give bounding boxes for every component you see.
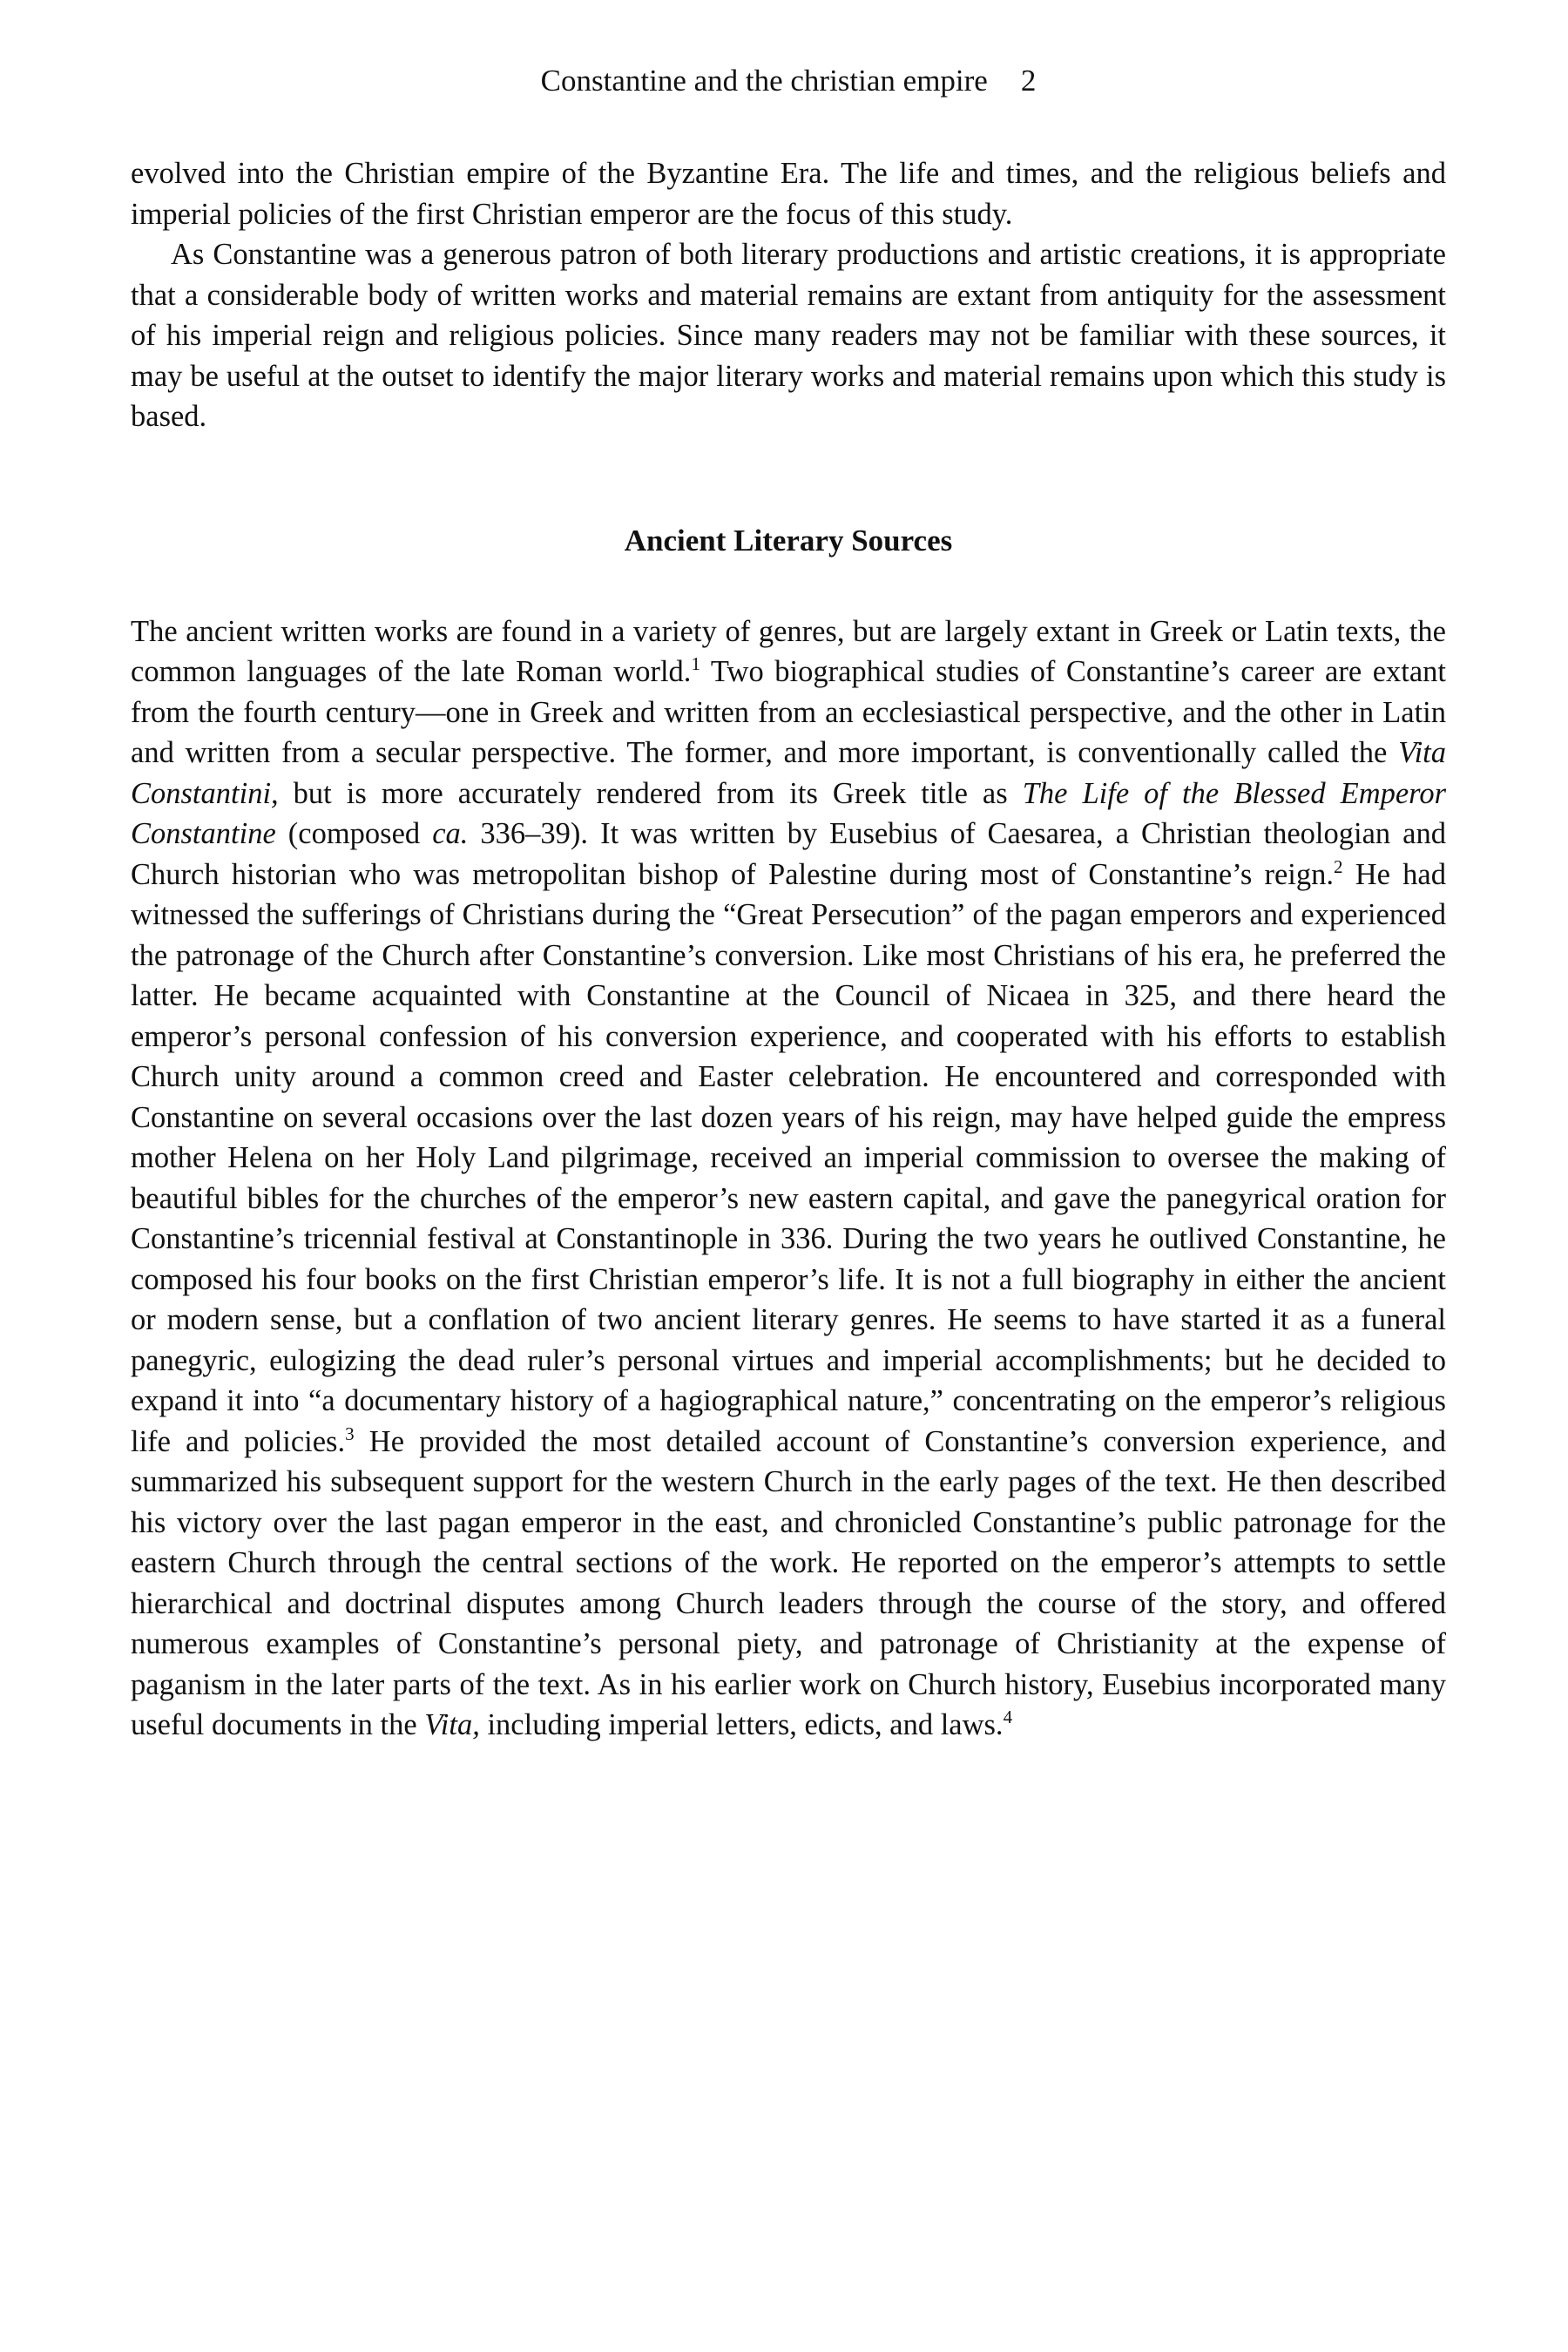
italic-title: Vita, (424, 1708, 480, 1741)
running-header (131, 61, 1446, 101)
footnote-marker: 3 (345, 1423, 355, 1444)
text-segment: He had witnessed the sufferings of Christians during the “Great Persecution” of the pagan emperors and experienced the patronage of the Church after Constantine’s conversion. Like most Christians of his era, he preferred the latter. He became acquainted with Constantine at the Council of Nicaea in 325, and there heard the emperor’s personal confession of his conversion experience, and cooperated with his efforts to establish Church unity around a common creed and Easter celebration. He encountered and corresponded with Constantine on several occasions over the last dozen years of his reign, may have helped guide the empress mother Helena on her Holy Land pilgrimage, received an imperial commission to oversee the making of beautiful bibles for the churches of the emperor’s new eastern capital, and gave the panegyrical oration for Constantine’s tricennial festival at Constantinople in 336. During the two years he outlived Constantine, he composed his four books on the first Christian emperor’s life. It is not a full biography in either the ancient or modern sense, but a conflation of two ancient literary genres. He seems to have started it as a funeral panegyric, eulogizing the dead ruler’s personal virtues and imperial accomplishments; but he decided to expand it into “a documentary history of a hagiographical nature,” concentrating on the emperor’s religious life and policies. (131, 857, 1446, 1458)
paragraph-sources-intro: As Constantine was a generous patron of both literary productions and artistic creations, it is appropriate that a considerable body of written works and material remains are extant from antiquity for the assessment of his imperial reign and religious policies. Since many readers may not be familiar with these sources, it may be useful at the outset to identify the major literary works and material remains upon which this study is based. (131, 238, 1446, 433)
section-body (131, 612, 1446, 1746)
text-segment: but is more accurately rendered from its Greek title as (278, 776, 1023, 810)
footnote-marker: 4 (1003, 1707, 1013, 1727)
italic-title: The Life of the Blessed Emperor Constantine (131, 776, 1446, 850)
footnote-marker: 1 (691, 653, 700, 674)
text-segment: Two biographical studies of Constantine’s career are extant from the fourth century—one in Greek and written from an ecclesiastical perspective, and the other in Latin and written from a secular perspective. The former, and more important, is conventionally called the (131, 655, 1447, 769)
intro-text (131, 153, 1446, 437)
text-segment: (composed (275, 817, 433, 850)
text-segment: He provided the most detailed account of Constantine’s conversion experience, and summarized his subsequent support for the western Church in the early pages of the text. He then described his victory over the last pagan emperor in the east, and chronicled Constantine’s public patronage for the eastern Church through the central sections of the work. He reported on the emperor’s attempts to settle hierarchical and doctrinal disputes among Church leaders through the course of the story, and offered numerous examples of Constantine’s personal piety, and patronage of Christianity at the expense of paganism in the later parts of the text. As in his earlier work on Church history, Eusebius incorporated many useful documents in the (131, 1424, 1446, 1741)
paragraph-literary-sources (131, 612, 1446, 1746)
document-page (131, 61, 1446, 1746)
text-segment: 336–39). It was written by Eusebius of Caesarea, a Christian theologian and Church historian who was metropolitan bishop of Palestine during most of Constantine’s reign. (131, 817, 1446, 891)
running-header-title: Constantine and the christian empire (540, 64, 988, 98)
text-segment: including imperial letters, edicts, and laws. (479, 1708, 1004, 1741)
text-segment: The ancient written works are found in a variety of genres, but are largely extant in Greek or Latin texts, the common languages of the late Roman world. (131, 614, 1446, 688)
paragraph-continued: evolved into the Christian empire of the Byzantine Era. The life and times, and the religious beliefs and imperial policies of the first Christian emperor are the focus of this study. (131, 157, 1446, 231)
italic-abbreviation: ca. (432, 817, 469, 850)
section-heading: Ancient Literary Sources (624, 523, 953, 558)
page-number: 2 (1020, 64, 1037, 98)
italic-title: Vita Constantini, (131, 736, 1446, 810)
footnote-marker: 2 (1333, 855, 1343, 877)
